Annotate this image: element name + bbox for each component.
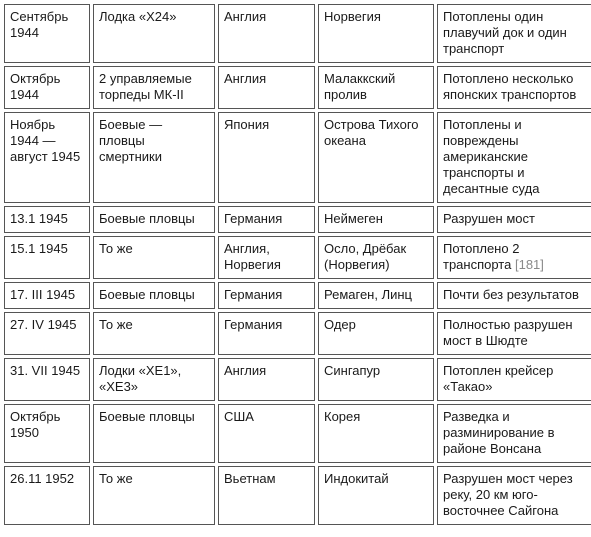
cell-means: То же <box>93 466 215 525</box>
cell-result: Полностью разрушен мост в Шюдте <box>437 312 591 355</box>
table-row <box>4 466 591 525</box>
cell-country: Япония <box>218 112 315 203</box>
table-row <box>4 4 591 63</box>
cell-country: Вьетнам <box>218 466 315 525</box>
cell-date: 26.11 1952 <box>4 466 90 525</box>
table-row <box>4 312 591 355</box>
cell-date: Сентябрь 1944 <box>4 4 90 63</box>
cell-place: Одер <box>318 312 434 355</box>
cell-result: Потоплен крейсер «Такао» <box>437 358 591 401</box>
cell-place: Неймеген <box>318 206 434 233</box>
cell-place: Индокитай <box>318 466 434 525</box>
table-row <box>4 404 591 463</box>
cell-place: Норвегия <box>318 4 434 63</box>
cell-result: Потоплено несколько японских транспортов <box>437 66 591 109</box>
cell-date: Октябрь 1950 <box>4 404 90 463</box>
footnote-ref[interactable]: [181] <box>514 257 544 272</box>
cell-result: Потоплены один плавучий док и один транспорт <box>437 4 591 63</box>
cell-date: 27. IV 1945 <box>4 312 90 355</box>
table-row <box>4 236 591 279</box>
cell-country: США <box>218 404 315 463</box>
operations-table <box>1 1 591 528</box>
cell-means: 2 управляемые торпеды МК-II <box>93 66 215 109</box>
cell-place: Осло, Дрёбак (Норвегия) <box>318 236 434 279</box>
cell-means: Боевые пловцы <box>93 206 215 233</box>
table-row <box>4 206 591 233</box>
result-text: Потоплено 2 транспорта <box>443 241 520 272</box>
cell-country: Англия, Норвегия <box>218 236 315 279</box>
cell-country: Англия <box>218 358 315 401</box>
table-row <box>4 66 591 109</box>
cell-place: Ремаген, Линц <box>318 282 434 309</box>
cell-result <box>437 236 591 279</box>
cell-place: Сингапур <box>318 358 434 401</box>
cell-means: Лодки «ХЕ1», «ХЕ3» <box>93 358 215 401</box>
cell-means: Лодка «Х24» <box>93 4 215 63</box>
cell-country: Англия <box>218 4 315 63</box>
cell-country: Англия <box>218 66 315 109</box>
cell-means: То же <box>93 312 215 355</box>
table-row <box>4 112 591 203</box>
cell-country: Германия <box>218 206 315 233</box>
cell-date: Октябрь 1944 <box>4 66 90 109</box>
cell-means: Боевые — пловцы смертники <box>93 112 215 203</box>
cell-date: 15.1 1945 <box>4 236 90 279</box>
cell-result: Разведка и разминирование в районе Вонсана <box>437 404 591 463</box>
table-row <box>4 358 591 401</box>
cell-date: 13.1 1945 <box>4 206 90 233</box>
cell-place: Корея <box>318 404 434 463</box>
cell-result: Разрушен мост через реку, 20 км юго-восточнее Сайгона <box>437 466 591 525</box>
cell-means: Боевые пловцы <box>93 282 215 309</box>
cell-result: Потоплены и повреждены американские транспорты и десантные суда <box>437 112 591 203</box>
cell-result: Почти без результатов <box>437 282 591 309</box>
cell-country: Германия <box>218 282 315 309</box>
cell-means: То же <box>93 236 215 279</box>
cell-country: Германия <box>218 312 315 355</box>
cell-means: Боевые пловцы <box>93 404 215 463</box>
table-row <box>4 282 591 309</box>
cell-date: Ноябрь 1944 — август 1945 <box>4 112 90 203</box>
cell-date: 31. VII 1945 <box>4 358 90 401</box>
cell-result: Разрушен мост <box>437 206 591 233</box>
cell-place: Малаккский пролив <box>318 66 434 109</box>
cell-date: 17. III 1945 <box>4 282 90 309</box>
cell-place: Острова Тихого океана <box>318 112 434 203</box>
